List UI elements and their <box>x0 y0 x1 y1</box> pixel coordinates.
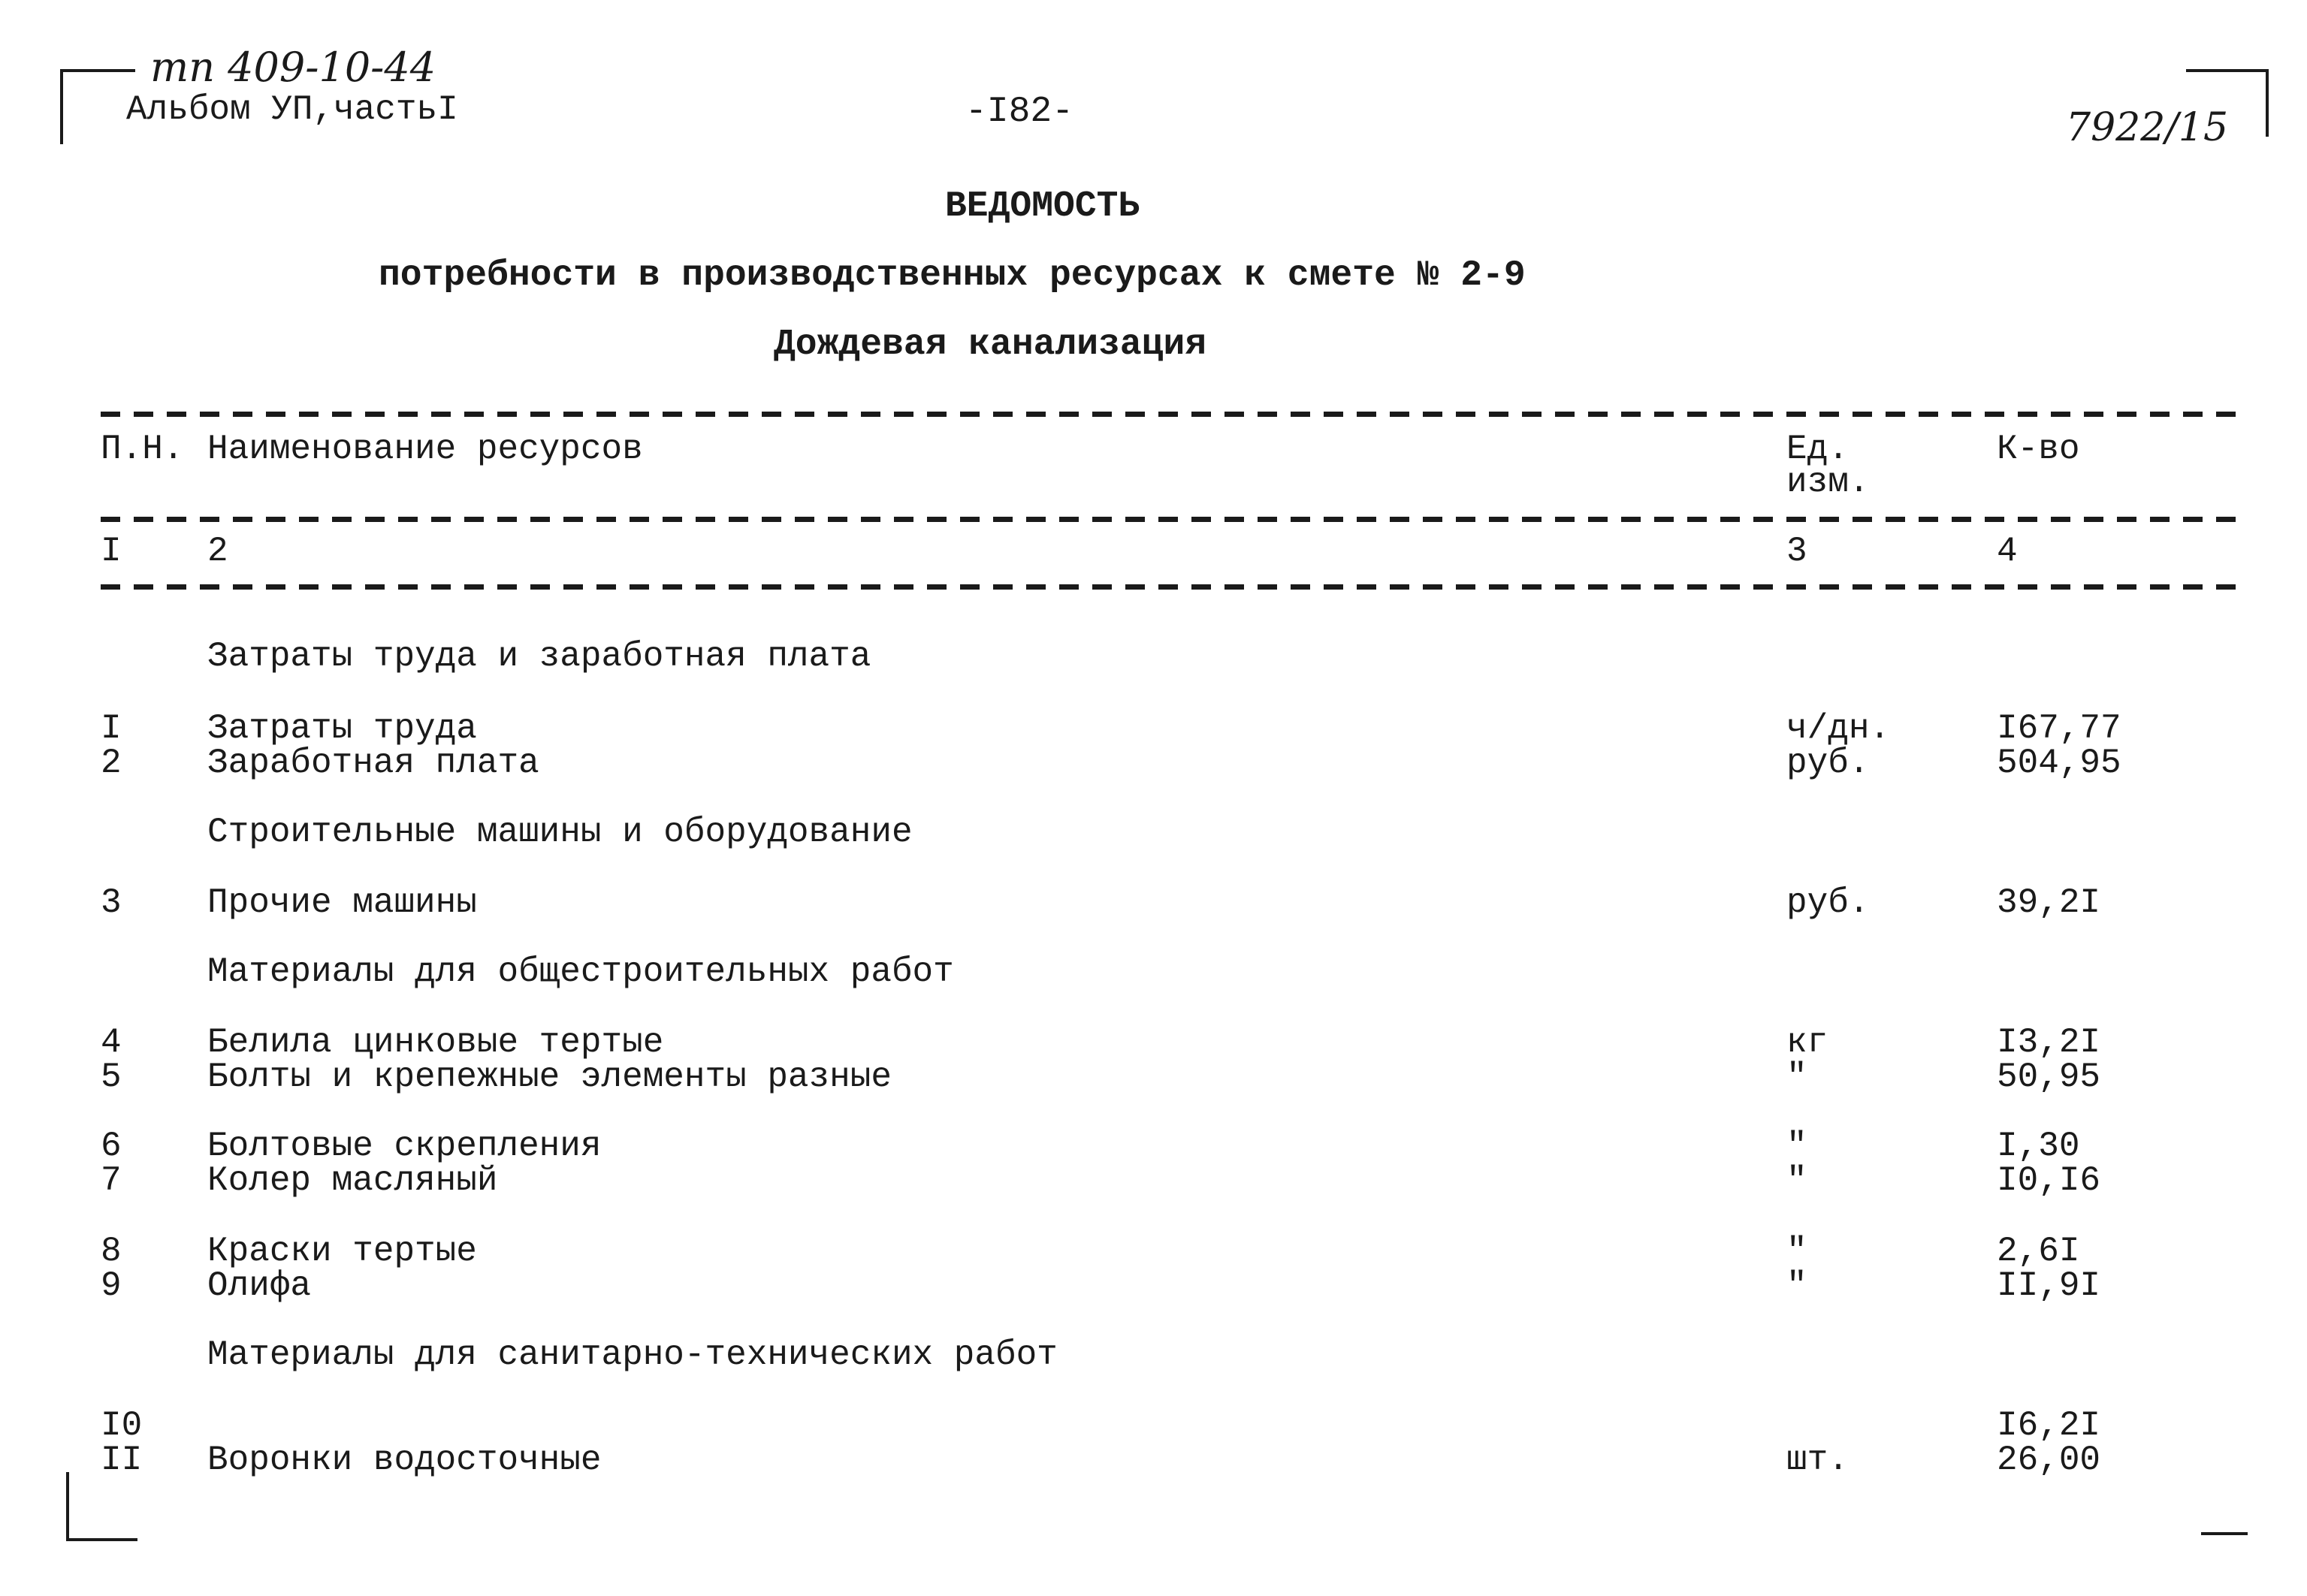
row-quantity: 26,00 <box>1997 1441 2101 1480</box>
row-name: Белила цинковые тертые <box>207 1023 664 1062</box>
row-name: Болтовые скрепления <box>207 1127 602 1166</box>
row-unit: " <box>1786 1161 1807 1200</box>
row-quantity: 39,2I <box>1997 883 2101 922</box>
row-quantity: I6,2I <box>1997 1406 2101 1445</box>
row-unit: руб. <box>1786 744 1870 783</box>
row-unit: " <box>1786 1266 1807 1305</box>
row-unit: " <box>1786 1232 1807 1271</box>
row-quantity: II,9I <box>1997 1266 2101 1305</box>
row-unit: " <box>1786 1057 1807 1097</box>
row-quantity: 50,95 <box>1997 1057 2101 1097</box>
corner-mark-bottom-left-v <box>66 1472 69 1541</box>
row-number: 3 <box>101 883 122 922</box>
row-number: I <box>101 709 122 748</box>
corner-mark-top-right-v <box>2266 69 2269 137</box>
row-number: 9 <box>101 1266 122 1305</box>
row-number: 7 <box>101 1161 122 1200</box>
table-rule-middle <box>101 517 2248 522</box>
row-quantity: I67,77 <box>1997 709 2121 748</box>
page-number: -I82- <box>965 92 1074 132</box>
row-number: 8 <box>101 1232 122 1271</box>
row-quantity: 504,95 <box>1997 744 2121 783</box>
table-rule-top <box>101 412 2248 417</box>
corner-mark-top-right-h <box>2186 69 2269 72</box>
corner-mark-top-left-v <box>60 69 63 144</box>
column-header-number: П.Н. <box>101 430 184 469</box>
column-number-2: 2 <box>207 532 228 571</box>
row-number: 4 <box>101 1023 122 1062</box>
row-unit: кг <box>1786 1023 1828 1062</box>
row-quantity: I,30 <box>1997 1127 2080 1166</box>
row-number: 6 <box>101 1127 122 1166</box>
row-number: 2 <box>101 744 122 783</box>
row-unit: " <box>1786 1127 1807 1166</box>
album-label: Альбом УП,частьI <box>126 90 458 129</box>
row-unit: руб. <box>1786 883 1870 922</box>
row-name: Затраты труда <box>207 709 477 748</box>
inventory-number-handwritten: 7922/15 <box>2066 105 2229 150</box>
corner-mark-bottom-right-h <box>2201 1532 2248 1535</box>
section-title: Материалы для общестроительных работ <box>207 952 954 991</box>
column-header-quantity: К-во <box>1997 430 2080 469</box>
row-name: Краски тертые <box>207 1232 477 1271</box>
section-title: Строительные машины и оборудование <box>207 813 913 852</box>
table-rule-bottom <box>101 584 2248 590</box>
document-subtitle: потребности в производственных ресурсах к смете № 2-9 <box>379 255 1526 296</box>
section-title: Материалы для санитарно-технических работ <box>207 1335 1058 1374</box>
row-quantity: 2,6I <box>1997 1232 2080 1271</box>
corner-mark-bottom-left-h <box>66 1538 137 1541</box>
row-quantity: I0,I6 <box>1997 1161 2101 1200</box>
row-name: Заработная плата <box>207 744 539 783</box>
section-title: Затраты труда и заработная плата <box>207 637 871 676</box>
row-name: Болты и крепежные элементы разные <box>207 1057 892 1097</box>
document-title: ВЕДОМОСТЬ <box>945 186 1140 227</box>
row-unit: шт. <box>1786 1441 1849 1480</box>
row-name: Колер масляный <box>207 1161 498 1200</box>
doc-code-handwritten: тп 409-10-44 <box>150 44 436 91</box>
document-object-name: Дождевая канализация <box>774 324 1207 365</box>
column-number-4: 4 <box>1997 532 2018 571</box>
row-quantity: I3,2I <box>1997 1023 2101 1062</box>
row-unit: ч/дн. <box>1786 709 1891 748</box>
column-header-name: Наименование ресурсов <box>207 430 643 469</box>
corner-mark-top-left-h <box>60 69 135 72</box>
column-header-unit-line1: Ед. <box>1786 430 1849 469</box>
column-header-unit-line2: изм. <box>1786 463 1870 502</box>
row-number: 5 <box>101 1057 122 1097</box>
row-name: Воронки водосточные <box>207 1441 602 1480</box>
column-number-1: I <box>101 532 122 571</box>
row-name: Прочие машины <box>207 883 477 922</box>
row-name: Олифа <box>207 1266 312 1305</box>
column-number-3: 3 <box>1786 532 1807 571</box>
row-number: I0 <box>101 1406 143 1445</box>
row-number: II <box>101 1441 143 1480</box>
